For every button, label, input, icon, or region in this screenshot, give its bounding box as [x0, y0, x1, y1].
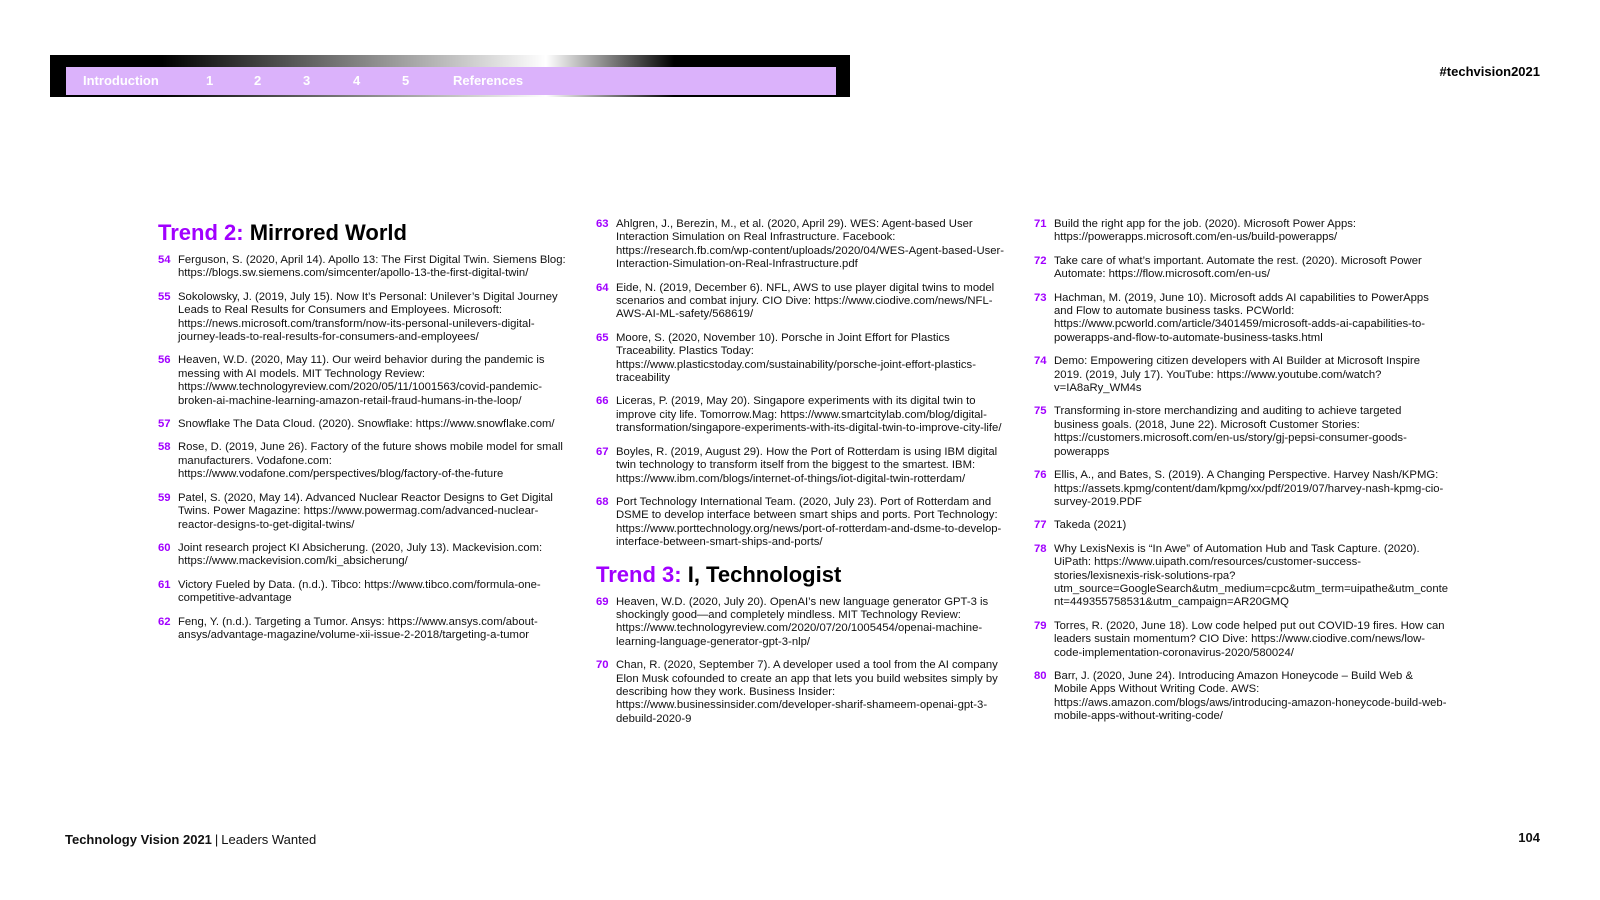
hashtag: #techvision2021 [1439, 64, 1540, 79]
reference-item [158, 579, 573, 606]
reference-number: 61 [158, 578, 171, 591]
reference-item [158, 616, 573, 643]
footer-separator: | [214, 832, 219, 847]
reference-text[interactable]: Hachman, M. (2019, June 10). Microsoft adds AI capabilities to PowerApps and Flow to automate business tasks. PCWorld: https://www.pcworld.com/article/3401459/microsoft-adds-ai-capabilities-to-powerapps-and-flow-to-automate-business-tasks.html [1054, 291, 1429, 344]
reference-text[interactable]: Sokolowsky, J. (2019, July 15). Now It’s Personal: Unilever’s Digital Journey Leads to Real Results for Consumers and Employees. Microsoft: https://news.microsoft.com/transform/now-its-personal-unilevers-digital-journey-leads-to-real-results-for-consumers-and-employees/ [178, 290, 558, 344]
reference-number: 56 [158, 354, 171, 367]
reference-text[interactable]: Why LexisNexis is “In Awe” of Automation Hub and Task Capture. (2020). UiPath: https://www.uipath.com/resources/customer-success-stories/lexisnexis-risk-solutions-rpa?utm_source=GoogleSearch&utm_medium=cpc&utm_term=uipathe&utm_content=449355758531&utm_campaign=AR20GMQ [1054, 542, 1449, 609]
reference-text[interactable]: Takeda (2021) [1054, 519, 1127, 532]
reference-text[interactable]: Demo: Empowering citizen developers with AI Builder at Microsoft Inspire 2019. (2019, July 17). YouTube: https://www.youtube.com/watch?v=IA8aRy_WM4s [1054, 355, 1421, 395]
reference-item [1034, 670, 1449, 724]
reference-item [1034, 620, 1449, 660]
reference-number: 77 [1034, 519, 1047, 532]
reference-text[interactable]: Feng, Y. (n.d.). Targeting a Tumor. Ansys: https://www.ansys.com/about-ansys/advantage-magazine/volume-xii-issue-2-2018/targeting-a-tumor [178, 615, 538, 641]
reference-number: 79 [1034, 619, 1047, 632]
reference-number: 73 [1034, 291, 1047, 304]
reference-item [596, 282, 1011, 322]
reference-number: 58 [158, 441, 171, 454]
footer-title: Technology Vision 2021 [65, 832, 212, 847]
reference-number: 60 [158, 541, 171, 554]
reference-list [158, 254, 573, 642]
reference-text[interactable]: Liceras, P. (2019, May 20). Singapore experiments with its digital twin to improve city life. Tomorrow.Mag: https://www.smartcitylab.com/blog/digital-transformation/singapore-experiments-with-its-digital-twin-to-improve-city-life/ [616, 395, 1002, 435]
trend-3-label: Trend 3: [596, 561, 682, 587]
reference-item [596, 395, 1011, 435]
reference-number: 57 [158, 418, 171, 431]
reference-number: 59 [158, 491, 171, 504]
reference-item [158, 492, 573, 532]
reference-text[interactable]: Transforming in-store merchandizing and auditing to achieve targeted business goals. (2018, June 22). Microsoft Customer Stories: https://customers.microsoft.com/en-us/story/gj-pepsi-consumer-goods-powerapps [1054, 405, 1407, 458]
page-number: 104 [1518, 830, 1540, 845]
reference-number: 74 [1034, 355, 1047, 368]
reference-text[interactable]: Ferguson, S. (2020, April 14). Apollo 13: The First Digital Twin. Siemens Blog: https://blogs.sw.siemens.com/simcenter/apollo-13-the-first-digital-twin/ [178, 254, 566, 280]
reference-number: 76 [1034, 469, 1047, 482]
reference-text[interactable]: Patel, S. (2020, May 14). Advanced Nuclear Reactor Designs to Get Digital Twins. Power Magazine: https://www.powermag.com/advanced-nuclear-reactor-designs-to-get-digital-twins/ [178, 491, 553, 531]
reference-item [596, 446, 1011, 486]
reference-text[interactable]: Ellis, A., and Bates, S. (2019). A Changing Perspective. Harvey Nash/KPMG: https://assets.kpmg/content/dam/kpmg/xx/pdf/2019/07/harvey-nash-kpmg-cio-survey-2019.PDF [1054, 469, 1444, 508]
reference-item [596, 659, 1011, 726]
reference-number: 80 [1034, 669, 1047, 682]
reference-item [1034, 469, 1449, 509]
nav-trend-2[interactable]: 2 [254, 73, 262, 88]
references-column-1 [158, 218, 573, 652]
reference-number: 54 [158, 254, 171, 266]
reference-number: 68 [596, 495, 609, 508]
trend-2-heading [158, 220, 573, 246]
nav-trend-1[interactable]: 1 [206, 73, 214, 88]
reference-number: 55 [158, 290, 171, 303]
reference-list [596, 596, 1011, 727]
reference-text[interactable]: Barr, J. (2020, June 24). Introducing Amazon Honeycode – Build Web & Mobile Apps Without Writing Code. AWS: https://aws.amazon.com/blogs/aws/introducing-amazon-honeycode-build-web-mobile-apps-without-writing-code/ [1054, 669, 1447, 723]
reference-text[interactable]: Rose, D. (2019, June 26). Factory of the future shows mobile model for small manufacturers. Vodafone.com: https://www.vodafone.com/perspectives/blog/factory-of-the-future [178, 441, 563, 481]
reference-item [1034, 543, 1449, 610]
reference-item [158, 354, 573, 408]
footer-subtitle: Leaders Wanted [221, 832, 317, 847]
reference-item [1034, 355, 1449, 395]
reference-number: 78 [1034, 542, 1047, 555]
trend-3-title: I, Technologist [687, 561, 842, 587]
reference-number: 63 [596, 218, 609, 230]
reference-number: 71 [1034, 218, 1047, 230]
nav-introduction[interactable]: Introduction [83, 73, 159, 88]
reference-number: 62 [158, 615, 171, 628]
reference-text[interactable]: Take care of what’s important. Automate the rest. (2020). Microsoft Power Automate: https://flow.microsoft.com/en-us/ [1054, 254, 1422, 281]
reference-text[interactable]: Boyles, R. (2019, August 29). How the Port of Rotterdam is using IBM digital twin technology to transform itself from the biggest to the smartest. IBM: https://www.ibm.com/blogs/internet-of-things/iot-digital-twin-rotterdam/ [616, 445, 998, 485]
reference-text[interactable]: Joint research project KI Absicherung. (2020, July 13). Mackevision.com: https://www.mackevision.com/ki_absicherung/ [178, 541, 543, 568]
reference-number: 67 [596, 445, 609, 458]
reference-item [158, 254, 573, 281]
reference-text[interactable]: Eide, N. (2019, December 6). NFL, AWS to use player digital twins to model scenarios and combat injury. CIO Dive: https://www.ciodive.com/news/NFL-AWS-AI-ML-safety/568619/ [616, 281, 995, 321]
reference-text[interactable]: Ahlgren, J., Berezin, M., et al. (2020, April 29). WES: Agent-based User Interaction Simulation on Real Infrastructure. Facebook: https://research.fb.com/wp-content/uploads/2020/04/WES-Agent-based-User-Interaction-Simulation-on-Real-Infrastructure.pdf [616, 218, 1005, 271]
reference-list [1034, 218, 1449, 724]
reference-text[interactable]: Port Technology International Team. (2020, July 23). Port of Rotterdam and DSME to develop interface between smart ships and ports. Port Technology: https://www.porttechnology.org/news/port-of-rotterdam-and-dsme-to-develop-interface-between-smart-ships-and-ports/ [616, 495, 1002, 549]
trend-2-title: Mirrored World [249, 220, 407, 245]
top-nav [66, 67, 836, 95]
references-column-3 [1034, 218, 1449, 734]
reference-item [1034, 255, 1449, 282]
reference-item [1034, 405, 1449, 459]
nav-trend-4[interactable]: 4 [353, 73, 361, 88]
reference-list [596, 218, 1011, 550]
reference-item [158, 418, 573, 431]
references-column-2 [596, 218, 1011, 736]
reference-number: 72 [1034, 254, 1047, 267]
reference-number: 75 [1034, 405, 1047, 418]
trend-2-label: Trend 2: [158, 220, 244, 245]
reference-item [596, 332, 1011, 386]
reference-item [1034, 519, 1449, 532]
reference-item [158, 441, 573, 481]
reference-item [158, 542, 573, 569]
reference-item [596, 496, 1011, 550]
trend-3-heading [596, 562, 1011, 588]
reference-text[interactable]: Heaven, W.D. (2020, July 20). OpenAI’s new language generator GPT-3 is shockingly good—and completely mindless. MIT Technology Review: https://www.technologyreview.com/2020/07/20/1005454/openai-machine-learning-language-generator-gpt-3-nlp/ [616, 595, 989, 648]
footer [65, 832, 316, 847]
reference-item [1034, 218, 1449, 245]
reference-text[interactable]: Heaven, W.D. (2020, May 11). Our weird behavior during the pandemic is messing with AI models. MIT Technology Review: https://www.technologyreview.com/2020/05/11/1001563/covid-pandemic-broken-ai-machine-learning-amazon-retail-fraud-humans-in-the-loop/ [178, 354, 545, 407]
reference-text[interactable]: Victory Fueled by Data. (n.d.). Tibco: https://www.tibco.com/formula-one-competitive-advantage [178, 578, 541, 605]
reference-number: 64 [596, 281, 609, 294]
reference-number: 69 [596, 595, 609, 608]
nav-trend-3[interactable]: 3 [303, 73, 311, 88]
reference-item [1034, 292, 1449, 346]
reference-number: 66 [596, 395, 609, 408]
reference-text[interactable]: Build the right app for the job. (2020). Microsoft Power Apps: https://powerapps.microsoft.com/en-us/build-powerapps/ [1054, 218, 1357, 244]
reference-text[interactable]: Moore, S. (2020, November 10). Porsche in Joint Effort for Plastics Traceability. Plastics Today: https://www.plasticstoday.com/sustainability/porsche-joint-effort-plastics-traceability [616, 331, 976, 385]
reference-item [596, 218, 1011, 272]
nav-references[interactable]: References [453, 73, 524, 88]
reference-number: 70 [596, 659, 609, 672]
nav-trend-5[interactable]: 5 [402, 73, 410, 88]
reference-text[interactable]: Torres, R. (2020, June 18). Low code helped put out COVID-19 fires. How can leaders sustain momentum? CIO Dive: https://www.ciodive.com/news/low-code-implementation-coronavirus-2020/580024/ [1054, 619, 1445, 659]
reference-number: 65 [596, 331, 609, 344]
reference-item [158, 291, 573, 345]
reference-text[interactable]: Snowflake The Data Cloud. (2020). Snowflake: https://www.snowflake.com/ [178, 418, 555, 431]
reference-text[interactable]: Chan, R. (2020, September 7). A developer used a tool from the AI company Elon Musk cofounded to create an app that lets you build websites simply by describing how they work. Business Insider: https://www.businessinsider.com/developer-sharif-shameem-openai-gpt-3-debuild-2020-9 [616, 659, 998, 725]
reference-item [596, 596, 1011, 650]
